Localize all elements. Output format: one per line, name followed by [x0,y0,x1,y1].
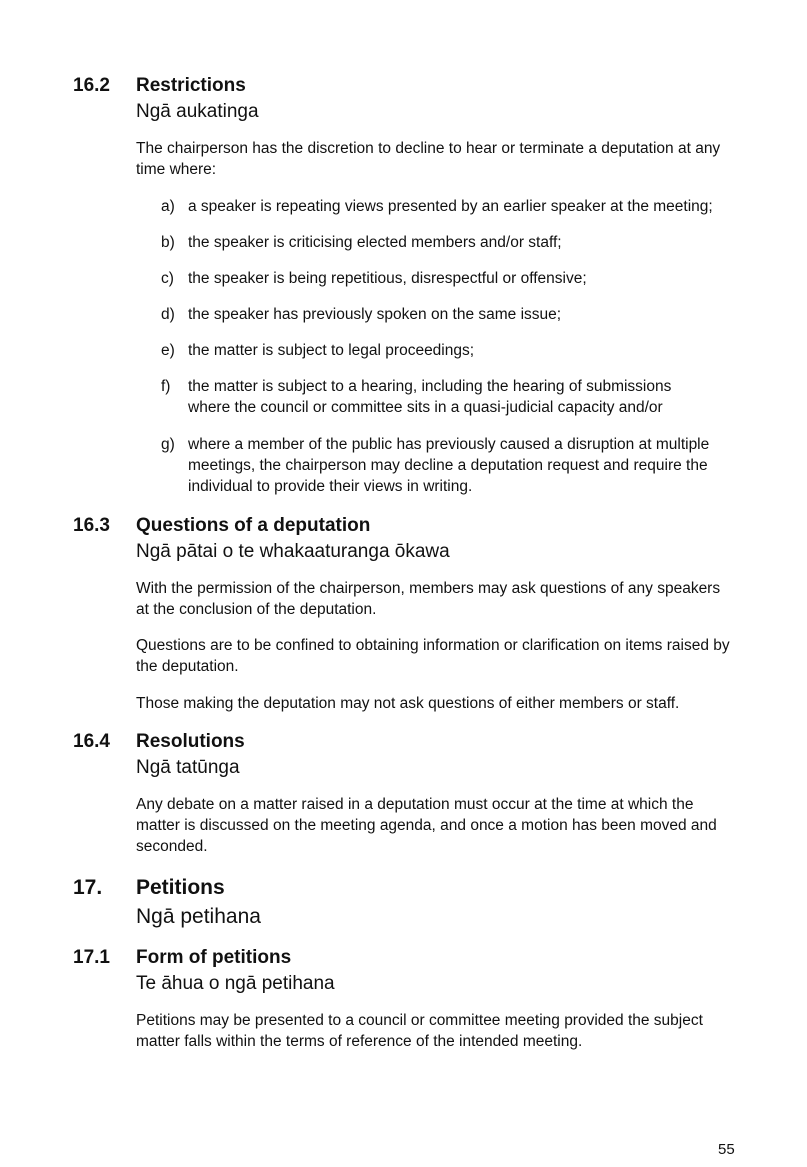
list-item-text: the speaker has previously spoken on the same issue; [188,306,562,323]
page-number: 55 [718,1141,735,1158]
section-title: Petitions [136,876,225,899]
section-title: Resolutions [136,731,245,752]
section-number: 17. [73,876,103,899]
paragraph: With the permission of the chairperson, members may ask questions of any speakers at the conclusion of the deputation. [136,580,721,618]
list-item-label: g) [161,436,175,453]
section-subtitle: Ngā aukatinga [136,101,259,122]
section-number: 16.4 [73,731,110,752]
section-title: Restrictions [136,75,246,96]
paragraph: Petitions may be presented to a council or committee meeting provided the subject matter falls within the terms of reference of the intended meeting. [136,1012,703,1050]
paragraph: Any debate on a matter raised in a deputation must occur at the time at which the matter is discussed on the meeting agenda, and once a motion has been moved and seconded. [136,796,717,855]
section-16-2-intro: The chairperson has the discretion to decline to hear or terminate a deputation at any time where: [136,140,721,178]
section-number: 17.1 [73,947,110,968]
list-item-text: a speaker is repeating views presented by an earlier speaker at the meeting; [188,198,713,215]
list-item-text: where a member of the public has previously caused a disruption at multiple meetings, the chairperson may decline a deputation request and require the individual to provide their views in writing. [188,436,710,495]
list-item-label: a) [161,198,175,215]
list-item-text: the matter is subject to a hearing, including the hearing of submissions where the council or committee sits in a quasi-judicial capacity and/or [188,378,672,416]
list-item-text: the matter is subject to legal proceedings; [188,342,475,359]
list-item-label: d) [161,306,175,323]
list-item-text: the speaker is being repetitious, disrespectful or offensive; [188,270,587,287]
paragraph: Those making the deputation may not ask questions of either members or staff. [136,695,680,712]
section-subtitle: Ngā tatūnga [136,757,240,778]
list-item-label: e) [161,342,175,359]
list-item-label: c) [161,270,174,287]
section-subtitle: Te āhua o ngā petihana [136,973,335,994]
section-title: Form of petitions [136,947,292,968]
list-item-label: f) [161,378,171,395]
list-item-label: b) [161,234,175,251]
list-item-text: the speaker is criticising elected members and/or staff; [188,234,562,251]
section-title: Questions of a deputation [136,515,371,536]
paragraph: Questions are to be confined to obtaining information or clarification on items raised by the deputation. [136,637,730,675]
section-number: 16.2 [73,75,110,96]
section-number: 16.3 [73,515,110,536]
section-subtitle: Ngā pātai o te whakaaturanga ōkawa [136,541,450,562]
section-subtitle: Ngā petihana [136,905,261,928]
